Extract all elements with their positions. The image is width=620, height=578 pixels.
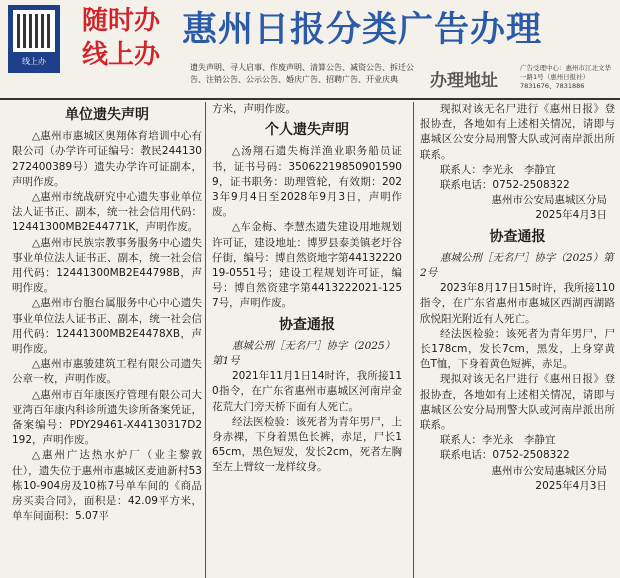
notice-paragraph: 现拟对该无名尸进行《惠州日报》登报协查，各地如有上述相关情况，请即与惠城区公安分局刑警大队或河南岸派出所联系。 — [420, 373, 615, 432]
notice-paragraph: 经法医检验：该死者为青年男尸，上身赤裸，下身着黑色长裤，赤足，尸长165cm，黑色短发，发长2cm，死者左胸至左上臂纹一龙样纹身。 — [212, 415, 402, 474]
address-label: 办理地址 — [430, 71, 498, 91]
qr-code-icon — [17, 14, 51, 48]
notice-item: △惠州市民族宗教事务服务中心遗失事业单位法人证书正、副本，统一社会信用代码：12441300MB2E44798B，声明作废。 — [12, 236, 202, 295]
section-heading: 单位遗失声明 — [65, 107, 149, 123]
contact-phone: 联系电话：0752-2508322 — [439, 179, 570, 192]
notice-paragraph: 现拟对该无名尸进行《惠州日报》登报协查，各地如有上述相关情况，请即与惠城区公安分局刑警大队或河南岸派出所联系。 — [420, 103, 615, 161]
qr-code[interactable] — [8, 5, 60, 73]
notice-item: △惠州市惠城区奥翔体育培训中心有限公司（办学许可证编号：教民244130272400389号）遗失办学许可证副本，声明作废。 — [12, 130, 202, 188]
notice-item: △惠州市统战研究中心遗失事业单位法人证书正、副本，统一社会信用代码：12441300MB2E44771K，声明作废。 — [12, 191, 202, 234]
notice-item: △惠州市百年康医疗管理有限公司大亚湾百年康内科诊所遗失诊所备案凭证，备案编号：PDY29461-X44130317D2192，声明作废。 — [12, 388, 202, 447]
notice-item: △汤翔石遗失梅洋渔业职务船员证书，证书号码：350622198509015909，证书职务：助理管轮，有效期：2023年9月4日至2028年9月3日，声明作废。 — [212, 145, 402, 219]
issue-date: 2025年4月3日 — [535, 479, 607, 492]
slogan-line1: 随时办 — [82, 6, 161, 36]
column-divider — [413, 102, 414, 578]
ad-category-list: 遗失声明、寻人启事、作废声明、清算公告、减资公告、拆迁公告、注销公告、公示公告、婚庆广告、招聘广告、开业庆典 — [190, 63, 414, 84]
column-divider — [205, 102, 206, 578]
address-text: 广告受理中心：惠州市江北文华一路1号（惠州日报社）7831676、7831886 — [520, 64, 611, 90]
notice-number: 惠城公刑［无名尸］协字（2025）第2号 — [420, 251, 614, 280]
contact-phone: 联系电话：0752-2508322 — [439, 449, 570, 462]
notice-item: △惠州市惠骏建筑工程有限公司遗失公章一枚，声明作废。 — [12, 358, 202, 386]
contact-person: 联系人：李光永 李静宜 — [439, 163, 556, 176]
notice-number: 惠城公刑［无名尸］协字（2025）第1号 — [212, 339, 396, 368]
column-unit-notices — [12, 102, 202, 524]
column-personal-notices — [212, 102, 402, 476]
qr-caption: 线上办 — [22, 57, 46, 66]
contact-person: 联系人：李光永 李静宜 — [439, 434, 556, 447]
section-heading: 协查通报 — [489, 228, 546, 245]
slogan — [82, 4, 172, 72]
issue-date: 2025年4月3日 — [535, 209, 607, 222]
header-divider — [0, 98, 620, 100]
issuing-organization: 惠州市公安局惠城区分局 — [491, 464, 607, 477]
notice-paragraph: 经法医检验：该死者为青年男尸，尸长178cm，发长7cm，黑发，上身穿黄色T恤，下身着黄色短裤，赤足。 — [420, 327, 615, 371]
issuing-organization: 惠州市公安局惠城区分局 — [491, 194, 607, 207]
page-title: 惠州日报分类广告办理 — [182, 9, 543, 50]
notice-paragraph: 2023年8月17日15时许，我所接110指令，在广东省惠州市惠城区西湖西湖路欣悦阳光附近有人死亡。 — [420, 282, 615, 325]
notice-item: △惠州广达热水炉厂（业主黎敦仕），遗失位于惠州市惠城区麦迪新村53栋10-904房及10栋7号单车间的《商品房买卖合同》，面积是：42.09平方米，单车间面积：5.07平 — [12, 449, 202, 523]
notice-item: △车金梅、李慧杰遗失建设用地规划许可证，建设地址：博罗县泰美镇老圩谷仔街，编号：博自然资地字第4413222019-0551号；建设工程规划许可证，编号：博自然资建字第4413222021-1257号，声明作废。 — [212, 221, 402, 310]
column-investigation-notices — [420, 102, 615, 494]
notice-continuation: 方米，声明作废。 — [212, 103, 296, 115]
masthead — [0, 0, 620, 98]
slogan-line2: 线上办 — [82, 40, 161, 70]
notice-paragraph: 2021年11月1日14时许，我所接110指令，在广东省惠州市惠城区河南岸金花荒大门旁天桥下面有人死亡。 — [212, 370, 402, 413]
notice-item: △惠州市台胞台属服务中心中心遗失事业单位法人证书正、副本，统一社会信用代码：12441300MB2E4478XB，声明作废。 — [12, 297, 202, 356]
section-heading: 协查通报 — [279, 316, 335, 333]
section-heading: 个人遗失声明 — [265, 122, 349, 139]
